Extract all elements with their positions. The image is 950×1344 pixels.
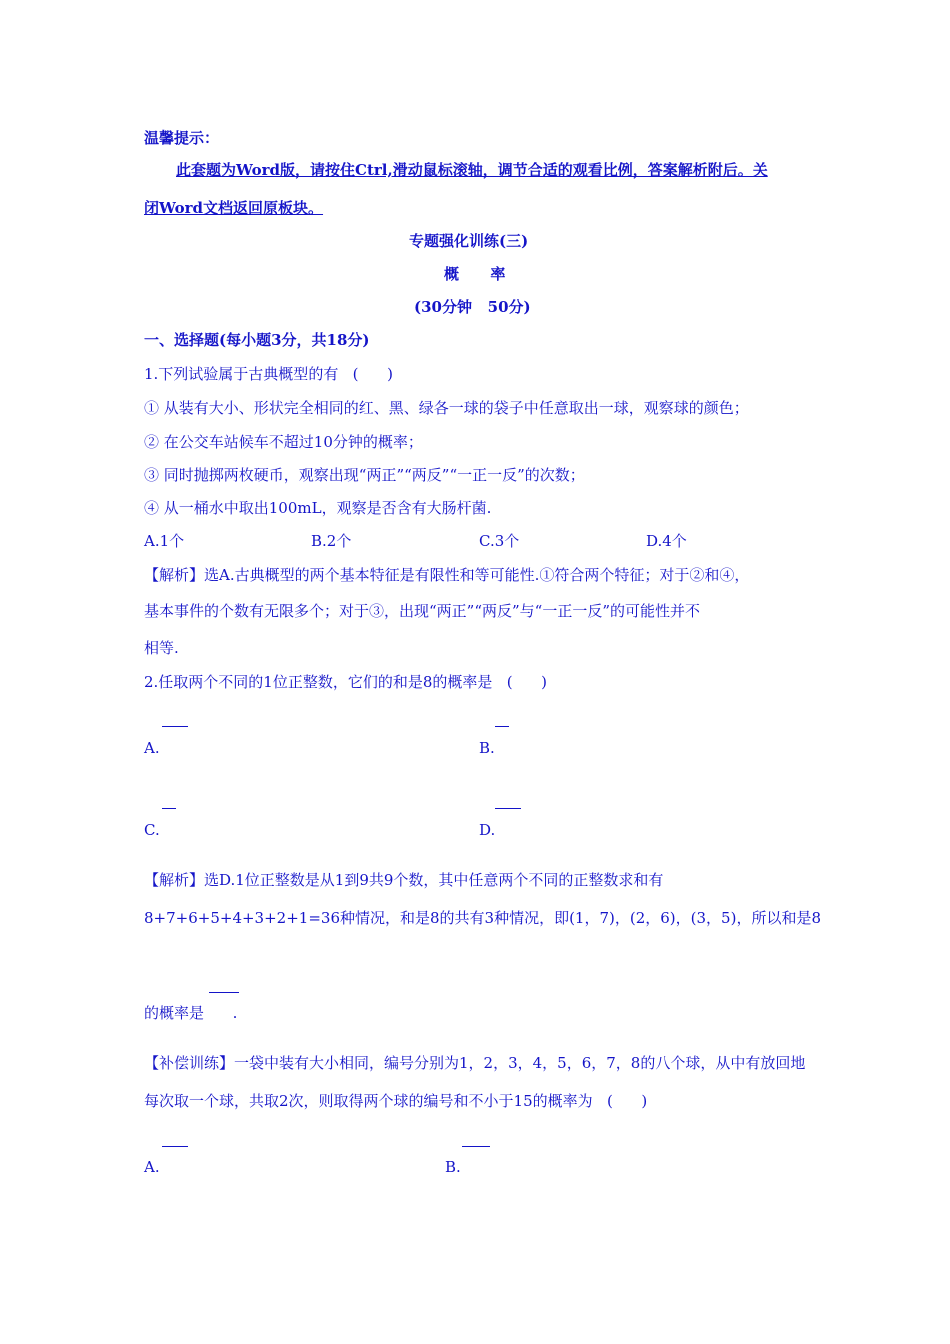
q1-stem: 1.下列试验属于古典概型的有 ( ) — [144, 365, 393, 383]
fraction-bar — [162, 808, 176, 809]
q2-option-d: D. — [479, 821, 496, 839]
q2-analysis-line: 的概率是 . — [144, 1004, 238, 1022]
q2-analysis-line: 【解析】选D.1位正整数是从1到9共9个数，其中任意两个不同的正整数求和有 — [144, 871, 664, 889]
q1-analysis-line: 相等. — [144, 639, 179, 657]
time-score: (30分钟 50分) — [414, 298, 531, 316]
fraction-bar — [162, 726, 188, 727]
q1-analysis-line: 【解析】选A.古典概型的两个基本特征是有限性和等可能性.①符合两个特征；对于②和④， — [144, 566, 750, 584]
extra-option-b: B. — [445, 1158, 461, 1176]
q2-stem: 2.任取两个不同的1位正整数，它们的和是8的概率是 ( ) — [144, 673, 548, 691]
fraction-bar — [162, 1146, 188, 1147]
q1-item: ① 从装有大小、形状完全相同的红、黑、绿各一球的袋子中任意取出一球，观察球的颜色； — [144, 399, 749, 417]
q1-item: ② 在公交车站候车不超过10分钟的概率； — [144, 433, 423, 451]
tip-title: 温馨提示： — [144, 129, 220, 147]
q1-option-d: D.4个 — [646, 532, 687, 550]
tip-line-1[interactable]: 此套题为Word版，请按住Ctrl,滑动鼠标滚轴，调节合适的观看比例，答案解析附后。关 — [176, 161, 768, 179]
q2-analysis-line: 8+7+6+5+4+3+2+1=36种情况，和是8的共有3种情况，即(1，7)，(2，6)，(3，5)，所以和是8 — [144, 909, 821, 927]
q1-option-c: C.3个 — [479, 532, 520, 550]
q2-option-b: B. — [479, 739, 495, 757]
fraction-bar — [495, 726, 509, 727]
extra-line: 每次取一个球，共取2次，则取得两个球的编号和不小于15的概率为 ( ) — [144, 1092, 648, 1110]
q2-option-a: A. — [144, 739, 160, 757]
tip-line-2[interactable]: 闭Word文档返回原板块。 — [144, 199, 324, 217]
fraction-bar — [462, 1146, 490, 1147]
q1-item: ④ 从一桶水中取出100mL，观察是否含有大肠杆菌. — [144, 499, 492, 517]
q1-option-b: B.2个 — [311, 532, 352, 550]
extra-line: 【补偿训练】一袋中装有大小相同，编号分别为1，2，3，4，5，6，7，8的八个球，从中有放回地 — [144, 1054, 806, 1072]
q1-item: ③ 同时抛掷两枚硬币，观察出现“两正”“两反”“一正一反”的次数； — [144, 466, 585, 484]
page-title: 专题强化训练(三) — [409, 232, 529, 250]
q2-option-c: C. — [144, 821, 160, 839]
page-subtitle: 概 率 — [444, 265, 506, 283]
q1-analysis-line: 基本事件的个数有无限多个；对于③，出现“两正”“两反”与“一正一反”的可能性并不 — [144, 602, 701, 620]
q1-option-a: A.1个 — [144, 532, 185, 550]
section-title: 一、选择题(每小题3分，共18分) — [144, 331, 370, 349]
fraction-bar — [209, 992, 239, 993]
extra-option-a: A. — [144, 1158, 160, 1176]
fraction-bar — [495, 808, 521, 809]
